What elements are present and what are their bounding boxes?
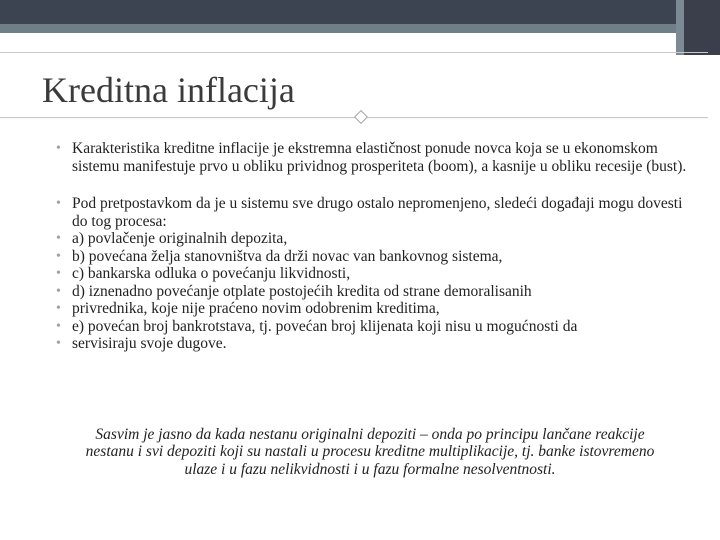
slide-title: Kreditna inflacija (42, 70, 295, 110)
bullet-item: • c) bankarska odluka o povećanju likvidnosti, (56, 265, 351, 282)
bullet-item: • b) povećana želja stanovništva da drži novac van bankovnog sistema, (56, 247, 503, 265)
bullet-item: • privrednika, koje nije praćeno novim odobrenim kreditima, (56, 300, 440, 317)
bullet-dot-icon: • (56, 231, 61, 246)
bullet-dot-icon: • (56, 336, 61, 351)
bullet-item: • a) povlačenje originalnih depozita, (56, 230, 288, 247)
bullet-dot-icon: • (56, 318, 61, 334)
bullet-dot-icon: • (56, 266, 61, 281)
header-band (0, 0, 720, 24)
bullet-dot-icon: • (56, 301, 61, 316)
bullet-list (56, 140, 696, 353)
bullet-dot-icon: • (56, 248, 61, 264)
bullet-dot-icon: • (56, 196, 61, 211)
bullet-item: • d) iznenadno povećanje otplate postojećih kredita od strane demoralisanih (56, 282, 532, 300)
bullet-item: • Karakteristika kreditne inflacije je ekstremna elastičnost ponude novca koja se u ekonomskom sistemu manifestuje prvo u obliku prividnog prosperiteta (boom), a kasnije u obliku recesije (bust). (56, 140, 687, 175)
bullet-dot-icon: • (56, 141, 61, 156)
bullet-item: • Pod pretpostavkom da je u sistemu sve drugo ostalo nepromenjeno, sledeći događaji mogu dovesti do tog procesa: (56, 195, 683, 230)
closing-paragraph: Sasvim je jasno da kada nestanu originalni depoziti – onda po principu lančane reakcije nestanu i svi depoziti koji su nastali u procesu kreditne multiplikacije, tj. banke istovremeno ulaze i u fazu nelikvidnosti i u fazu formalne nesolventnosti. (85, 425, 655, 478)
header-corner-block (684, 0, 720, 55)
header-accent-band (0, 24, 720, 33)
bullet-item: • e) povećan broj bankrotstava, tj. povećan broj klijenata koji nisu u mogućnosti da (56, 317, 578, 335)
bullet-item: • servisiraju svoje dugove. (56, 335, 227, 352)
bullet-dot-icon: • (56, 283, 61, 299)
